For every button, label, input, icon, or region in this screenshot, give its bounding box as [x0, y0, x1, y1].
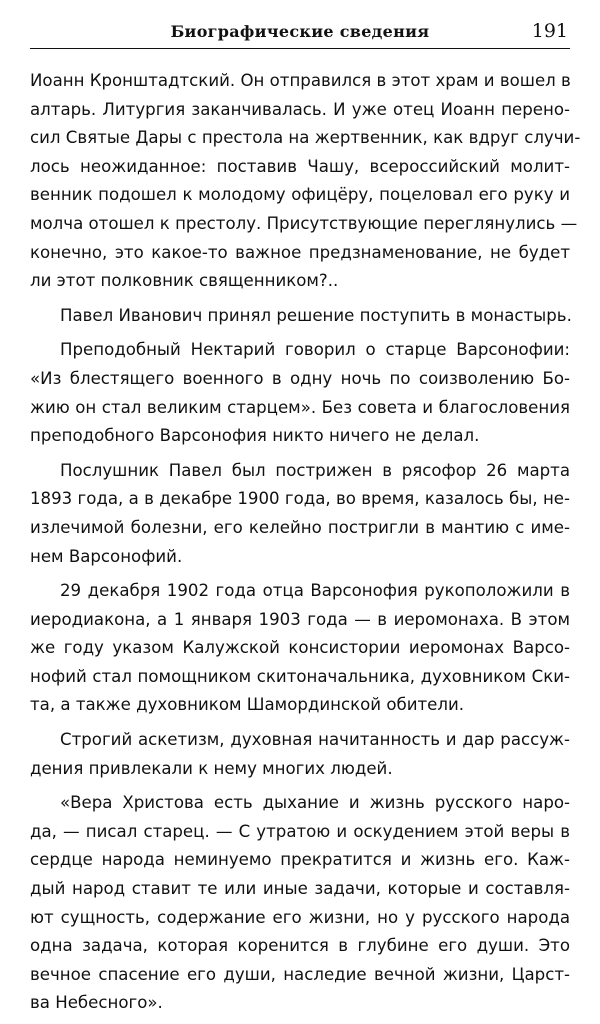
paragraph [30, 336, 570, 450]
text-line: нофий стал помощником скитоначальника, духовником Ски- [30, 666, 570, 686]
text-line: да, — писал старец. — С утратою и оскудением этой веры в [30, 821, 570, 841]
text-line: та, а также духовником Шамординской обители. [30, 695, 465, 715]
text-line: жию он стал великим старцем». Без совета и благословения [30, 397, 570, 417]
text-line: конечно, это какое-то важное предзнаменование, не будет [30, 242, 570, 262]
text-line: ли этот полковник священником?.. [30, 271, 339, 291]
page-number: 191 [531, 20, 568, 42]
text-line: «Вера Христова есть дыхание и жизнь русского наро- [60, 793, 570, 813]
paragraph [30, 789, 570, 1018]
text-line: лось неожиданное: поставив Чашу, всероссийский молит- [30, 156, 570, 176]
section-title: Биографические сведения [170, 22, 430, 41]
paragraph [30, 302, 570, 331]
text-line: венник подошел к молодому офицёру, поцеловал его руку и [30, 185, 570, 205]
text-line: ва Небесного». [30, 993, 163, 1013]
text-line: одна задача, которая коренится в глубине его души. Это [30, 936, 570, 956]
text-line: 1893 года, а в декабре 1900 года, во время, казалось бы, не- [30, 489, 570, 509]
text-line: алтарь. Литургия заканчивалась. И уже отец Иоанн перено- [30, 99, 570, 119]
text-line: молча отошел к престолу. Присутствующие переглянулись — [30, 213, 578, 233]
text-line: Иоанн Кронштадтский. Он отправился в этот храм и вошел в [30, 71, 571, 90]
text-line: Строгий аскетизм, духовная начитанность и дар рассуж- [60, 730, 570, 750]
running-header [30, 18, 570, 49]
text-line: нем Варсонофий. [30, 546, 183, 566]
text-line: вечное спасение его души, наследие вечной жизни, Царст- [30, 964, 570, 984]
text-line: ют сущность, содержание его жизни, но у русского народа [30, 907, 570, 927]
text-line: Послушник Павел был пострижен в рясофор 26 марта [60, 460, 570, 480]
text-line: дый народ ставит те или иные задачи, которые и составля- [30, 879, 570, 899]
text-line: Павел Иванович принял решение поступить в монастырь. [60, 305, 572, 325]
paragraph [30, 67, 581, 296]
text-line: иеродиакона, а 1 января 1903 года — в иеромонаха. В этом [30, 609, 570, 629]
text-line: сердце народа неминуемо прекратится и жизнь его. Каж- [30, 850, 570, 870]
text-line: дения привлекали к нему многих людей. [30, 758, 393, 778]
text-line: преподобного Варсонофия никто ничего не делал. [30, 426, 480, 446]
body-text [30, 67, 581, 1024]
paragraph [30, 457, 570, 571]
paragraph [30, 726, 570, 783]
paragraph [30, 577, 570, 720]
text-line: сил Святые Дары с престола на жертвенник, как вдруг случи- [30, 128, 581, 148]
text-line: Преподобный Нектарий говорил о старце Варсонофии: [60, 340, 570, 360]
text-line: «Из блестящего военного в одну ночь по соизволению Бо- [30, 368, 570, 388]
text-line: же году указом Калужской консистории иеромонах Варсо- [30, 638, 570, 658]
text-line: 29 декабря 1902 года отца Варсонофия рукоположили в [60, 581, 570, 601]
text-line: излечимой болезни, его келейно постригли в мантию с име- [30, 517, 570, 537]
